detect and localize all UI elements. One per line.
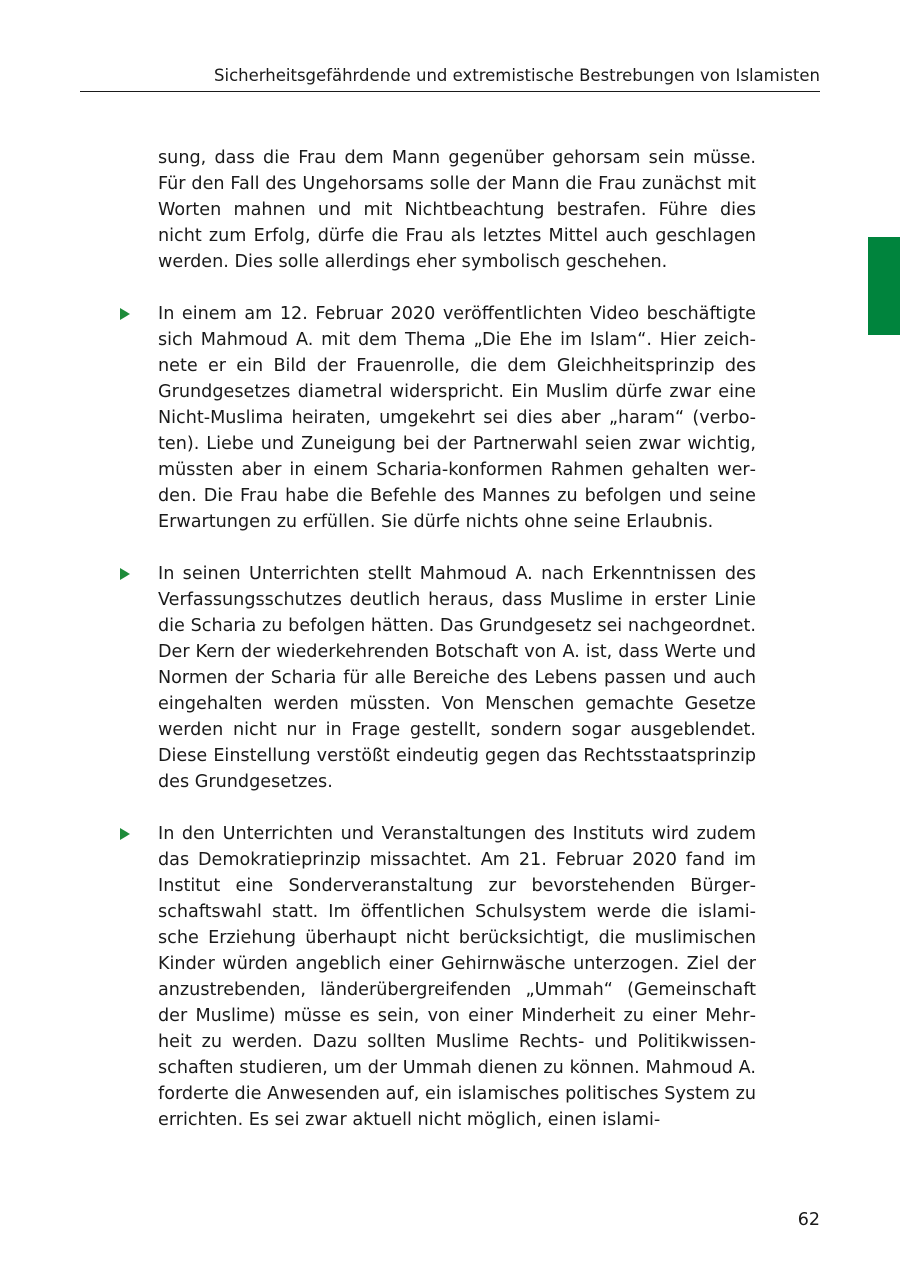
paragraph-text: sung, dass die Frau dem Mann gegenüber gehorsam sein müsse. Für den Fall des Ungehorsams solle der Mann die Frau zunächst mit Worten mahnen und mit Nichtbeachtung bestrafen. Führe dies nicht zum Erfolg, dürfe die Frau als letztes Mittel auch geschlagen werden. Dies solle allerdings eher symbolisch geschehen. [158, 148, 756, 272]
page-number: 62 [797, 1210, 820, 1230]
paragraph-continuation [158, 145, 756, 275]
bullet-paragraph-lessons [158, 561, 756, 795]
paragraph-text: In seinen Unterrichten stellt Mahmoud A. nach Erkenntnissen des Verfassungsschutzes deutlich heraus, dass Muslime in erster Linie die Scharia zu befolgen hätten. Das Grundgesetz sei nachgeordnet. Der Kern der wiederkehrenden Botschaft von A. ist, dass Werte und Normen der Scharia für alle Bereiche des Lebens passen und auch eingehalten werden müssten. Von Menschen gemachte Gesetze werden nicht nur in Frage gestellt, sondern sogar ausgeblendet. Diese Einstellung verstößt eindeutig gegen das Rechtsstaatsprinzip des Grundgesetzes. [158, 564, 756, 792]
paragraph-text: In den Unterrichten und Veranstaltungen des Instituts wird zudem das Demokratieprinzip missachtet. Am 21. Februar 2020 fand im Institut eine Sonderveranstaltung zur bevorstehenden Bürgerschaftswahl statt. Im öffentlichen Schulsystem werde die islamische Erziehung überhaupt nicht berücksichtigt, die muslimischen Kinder würden angeblich einer Gehirnwäsche unterzogen. Ziel der anzustrebenden, länderübergreifenden „Ummah“ (Gemeinschaft der Muslime) müsse es sein, von einer Minderheit zu einer Mehrheit zu werden. Dazu sollten Muslime Rechts- und Politikwissenschaften studieren, um der Ummah dienen zu können. Mahmoud A. forderte die Anwesenden auf, ein islamisches politisches System zu errichten. Es sei zwar aktuell nicht möglich, einen islami- [158, 824, 756, 1130]
triangle-right-icon [120, 828, 130, 840]
bullet-paragraph-video [158, 301, 756, 535]
running-header: Sicherheitsgefährdende und extremistische Bestrebungen von Islamisten [214, 66, 820, 85]
header-rule [80, 91, 820, 92]
triangle-right-icon [120, 568, 130, 580]
triangle-right-icon [120, 308, 130, 320]
paragraph-text: In einem am 12. Februar 2020 veröffentlichten Video beschäftigte sich Mahmoud A. mit dem Thema „Die Ehe im Islam“. Hier zeichnete er ein Bild der Frauenrolle, die dem Gleichheitsprinzip des Grundgesetzes diametral widerspricht. Ein Muslim dürfe zwar eine Nicht-Muslima heiraten, umgekehrt sei dies aber „haram“ (verboten). Liebe und Zuneigung bei der Partnerwahl seien zwar wichtig, müssten aber in einem Scharia-konformen Rahmen gehalten werden. Die Frau habe die Befehle des Mannes zu befolgen und seine Erwartungen zu erfüllen. Sie dürfe nichts ohne seine Erlaubnis. [158, 304, 756, 532]
chapter-tab-marker [868, 237, 900, 335]
body-text [158, 145, 756, 1133]
bullet-paragraph-democracy [158, 821, 756, 1133]
